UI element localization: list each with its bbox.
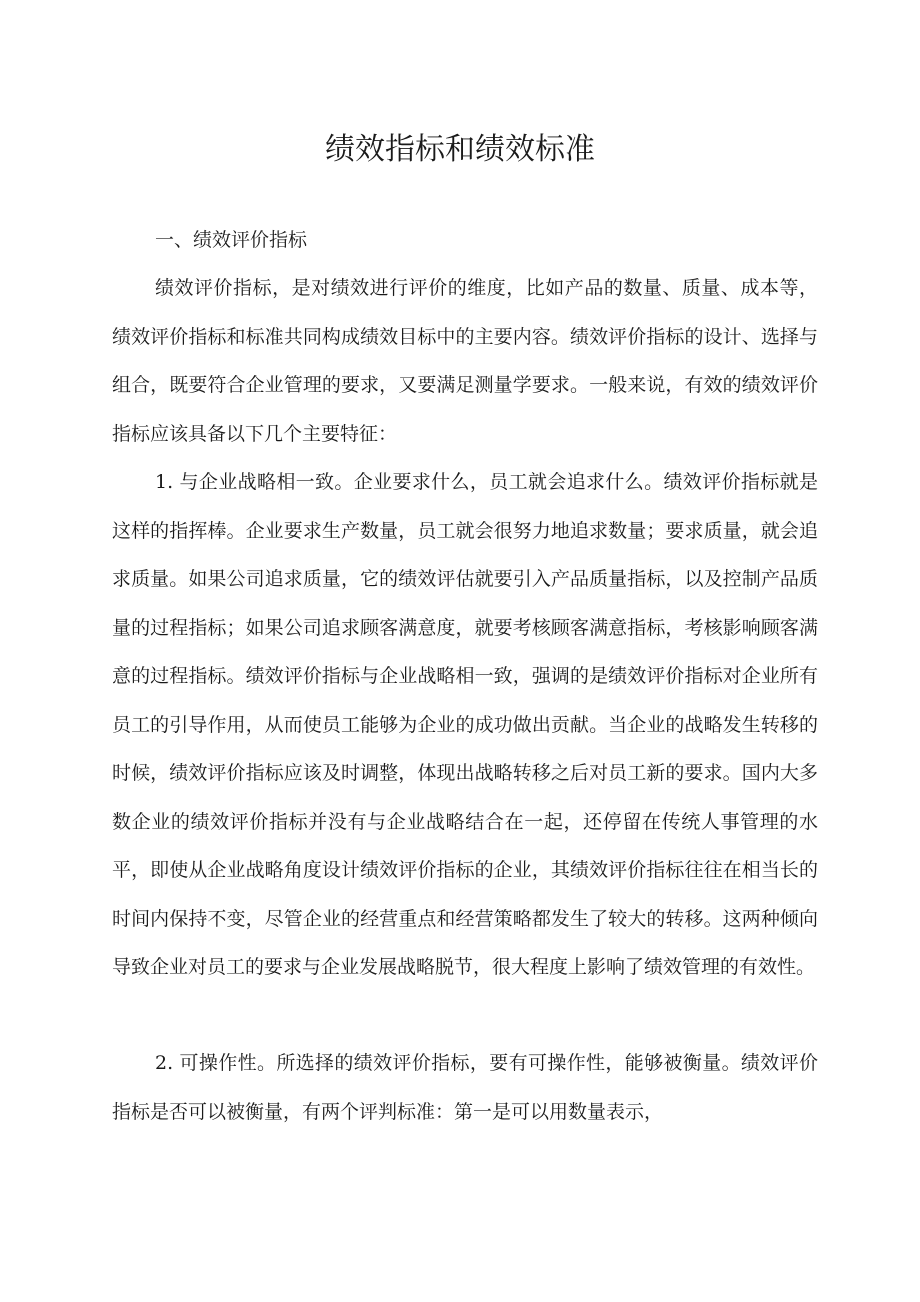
paragraph-operability: 2. 可操作性。所选择的绩效评价指标，要有可操作性，能够被衡量。绩效评价指标是否可以被衡量，有两个评判标准：第一是可以用数量表示， [112, 1052, 818, 1123]
paragraph-intro: 绩效评价指标，是对绩效进行评价的维度，比如产品的数量、质量、成本等，绩效评价指标和标准共同构成绩效目标中的主要内容。绩效评价指标的设计、选择与组合，既要符合企业管理的要求，又要满足测量学要求。一般来说，有效的绩效评价指标应该具备以下几个主要特征： [112, 277, 818, 445]
paragraph-strategy-alignment: 1. 与企业战略相一致。企业要求什么，员工就会追求什么。绩效评价指标就是这样的指挥棒。企业要求生产数量，员工就会很努力地追求数量；要求质量，就会追求质量。如果公司追求质量，它的绩效评估就要引入产品质量指标，以及控制产品质量的过程指标；如果公司追求顾客满意度，就要考核顾客满意指标，考核影响顾客满意的过程指标。绩效评价指标与企业战略相一致，强调的是绩效评价指标对企业所有员工的引导作用，从而使员工能够为企业的成功做出贡献。当企业的战略发生转移的时候，绩效评价指标应该及时调整，体现出战略转移之后对员工新的要求。国内大多数企业的绩效评价指标并没有与企业战略结合在一起，还停留在传统人事管理的水平，即使从企业战略角度设计绩效评价指标的企业，其绩效评价指标往往在相当长的时间内保持不变，尽管企业的经营重点和经营策略都发生了较大的转移。这两种倾向导致企业对员工的要求与企业发展战略脱节，很大程度上影响了绩效管理的有效性。 [112, 471, 818, 978]
document-title: 绩效指标和绩效标准 [325, 132, 595, 167]
section-heading: 一、绩效评价指标 [155, 229, 308, 251]
